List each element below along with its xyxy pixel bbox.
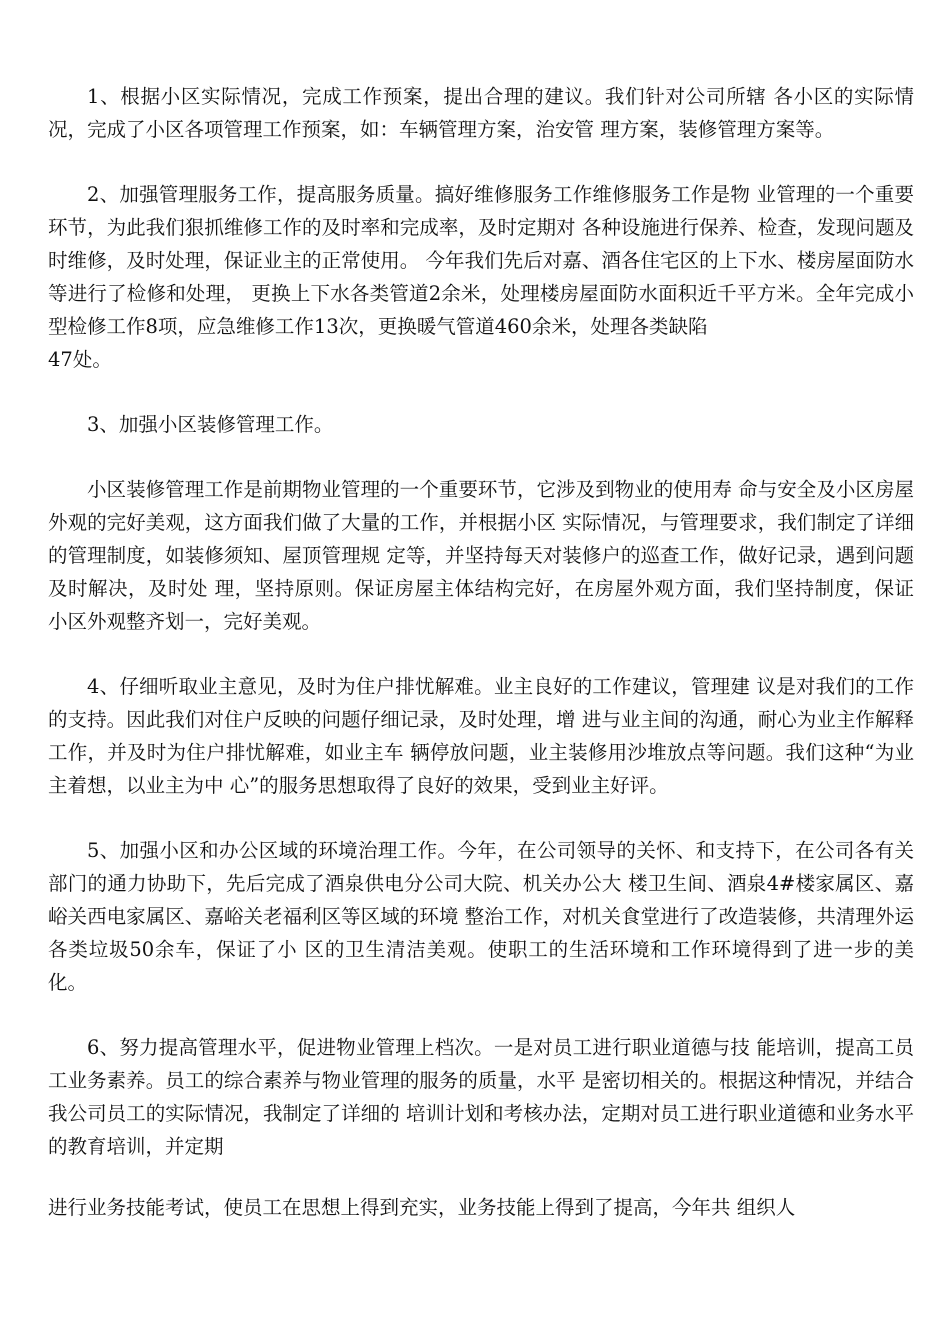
paragraph-2: 2、加强管理服务工作，提高服务质量。搞好维修服务工作维修服务工作是物 业管理的一个重要环节，为此我们狠抓维修工作的及时率和完成率，及时定期对 各种设施进行保养、检查，发现问题及时维修，及时处理，保证业主的正常使用。 今年我们先后对嘉、酒各住宅区的上下水、楼房屋面防水等进行了检修和处理， 更换上下水各类管道2余米，处理楼房屋面防水面积近千平方米。全年完成小 型检修工作8项，应急维修工作13次，更换暖气管道460余米，处理各类缺陷	[48, 183, 914, 338]
paragraph-4: 4、仔细听取业主意见，及时为住户排忧解难。业主良好的工作建议，管理建 议是对我们的工作的支持。因此我们对住户反映的问题仔细记录，及时处理，增 进与业主间的沟通，耐心为业主作解释工作，并及时为住户排忧解难，如业主车 辆停放问题，业主装修用沙堆放点等问题。我们这种“为业主着想，以业主为中 心”的服务思想取得了良好的效果，受到业主好评。	[48, 675, 914, 797]
paragraph-2-tail: 47处。	[48, 348, 112, 371]
paragraph-6-continued: 进行业务技能考试，使员工在思想上得到充实，业务技能上得到了提高，今年共 组织人	[48, 1196, 796, 1219]
paragraph-1: 1、根据小区实际情况，完成工作预案，提出合理的建议。我们针对公司所辖 各小区的实际情况，完成了小区各项管理工作预案，如：车辆管理方案，治安管 理方案，装修管理方案等。	[48, 85, 914, 141]
paragraph-5: 5、加强小区和办公区域的环境治理工作。今年，在公司领导的关怀、和支持下，在公司各有关部门的通力协助下，先后完成了酒泉供电分公司大院、机关办公大 楼卫生间、酒泉4#楼家属区、嘉峪关西电家属区、嘉峪关老福利区等区域的环境 整治工作，对机关食堂进行了改造装修，共清理外运各类垃圾50余车，保证了小 区的卫生清洁美观。使职工的生活环境和工作环境得到了进一步的美化。	[48, 839, 914, 994]
paragraph-3-body: 小区装修管理工作是前期物业管理的一个重要环节，它涉及到物业的使用寿 命与安全及小区房屋外观的完好美观，这方面我们做了大量的工作，并根据小区 实际情况，与管理要求，我们制定了详细的管理制度，如装修须知、屋顶管理规 定等，并坚持每天对装修户的巡查工作，做好记录，遇到问题及时解决，及时处 理，坚持原则。保证房屋主体结构完好，在房屋外观方面，我们坚持制度，保证 小区外观整齐划一，完好美观。	[48, 478, 914, 633]
paragraph-6: 6、努力提高管理水平，促进物业管理上档次。一是对员工进行职业道德与技 能培训，提高工员工业务素养。员工的综合素养与物业管理的服务的质量，水平 是密切相关的。根据这种情况，并结合我公司员工的实际情况，我制定了详细的 培训计划和考核办法，定期对员工进行职业道德和业务水平的教育培训，并定期	[48, 1036, 914, 1158]
paragraph-3-heading: 3、加强小区装修管理工作。	[87, 413, 334, 436]
